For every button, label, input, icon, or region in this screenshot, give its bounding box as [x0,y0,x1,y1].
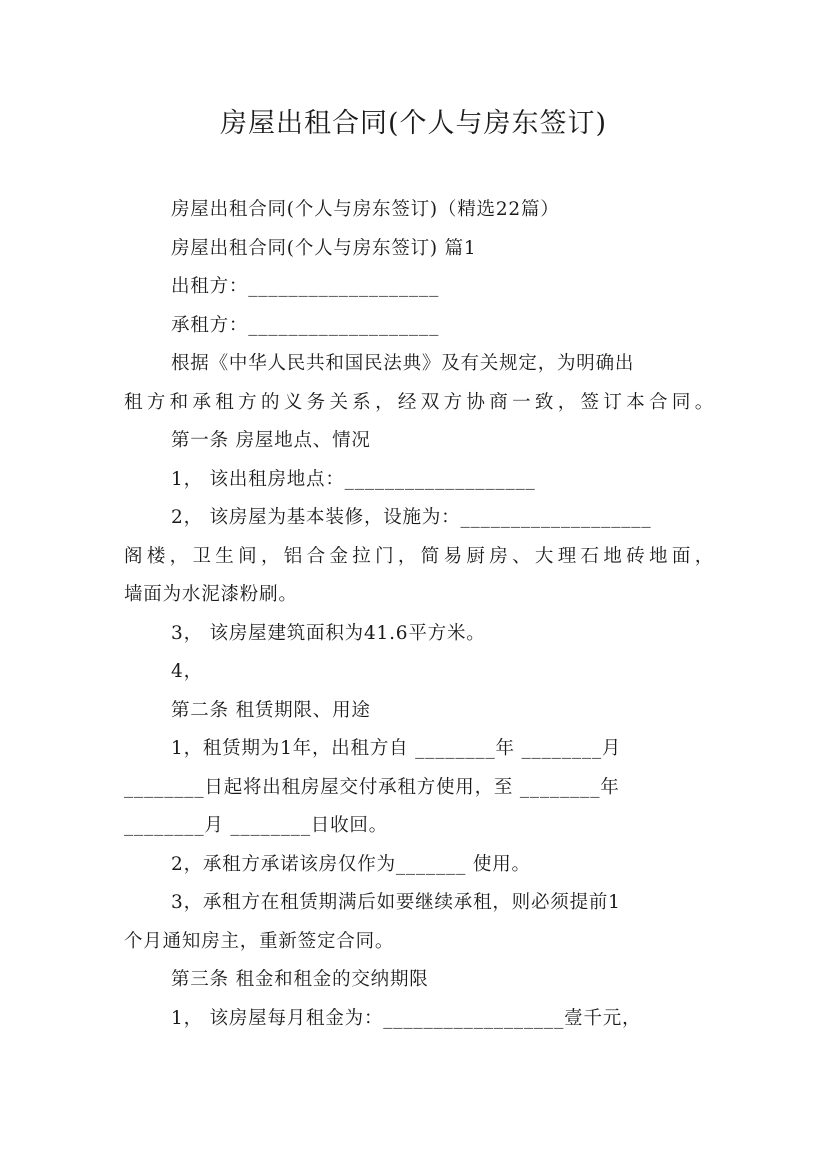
text-line: 第三条 租金和租金的交纳期限 [171,969,429,990]
text-line: 1， 该房屋每月租金为：__________________壹千元， [171,1007,642,1029]
text-line: 阁楼，卫生间，铝合金拉门，简易厨房、大理石地砖地面， [124,545,714,567]
text-line: 2，承租方承诺该房仅作为_______ 使用。 [171,853,531,875]
text-line: 墙面为水泥漆粉刷。 [124,584,298,605]
text-line: ________月 ________日收回。 [124,815,388,836]
text-line: 个月通知房主，重新签定合同。 [124,930,395,952]
text-line: 承租方：___________________ [171,314,440,336]
text-line: ________日起将出租房屋交付承租方使用，至 ________年 [124,776,620,798]
text-line: 出租方：___________________ [171,276,440,297]
text-line: 第二条 租赁期限、用途 [171,699,371,721]
text-line: 房屋出租合同(个人与房东签订) 篇1 [171,237,477,259]
document-body [124,191,714,1038]
text-line: 2， 该房屋为基本装修，设施为：___________________ [171,507,652,528]
text-line: 3，承租方在租赁期满后如要继续承租，则必须提前1 [171,892,621,913]
text-line: 根据《中华人民共和国民法典》及有关规定，为明确出 [171,353,635,374]
text-line: 3， 该房屋建筑面积为41.6平方米。 [171,622,486,644]
text-line: 租方和承租方的义务关系，经双方协商一致，签订本合同。 [124,391,714,413]
text-line: 1， 该出租房地点：___________________ [171,468,536,490]
document-title: 房屋出租合同(个人与房东签订) [219,108,608,139]
text-line: 4， [171,661,203,682]
text-line: 房屋出租合同(个人与房东签订)（精选22篇） [171,199,560,220]
text-line: 第一条 房屋地点、情况 [171,430,371,451]
text-line: 1，租赁期为1年，出租方自 ________年 ________月 [171,738,622,759]
